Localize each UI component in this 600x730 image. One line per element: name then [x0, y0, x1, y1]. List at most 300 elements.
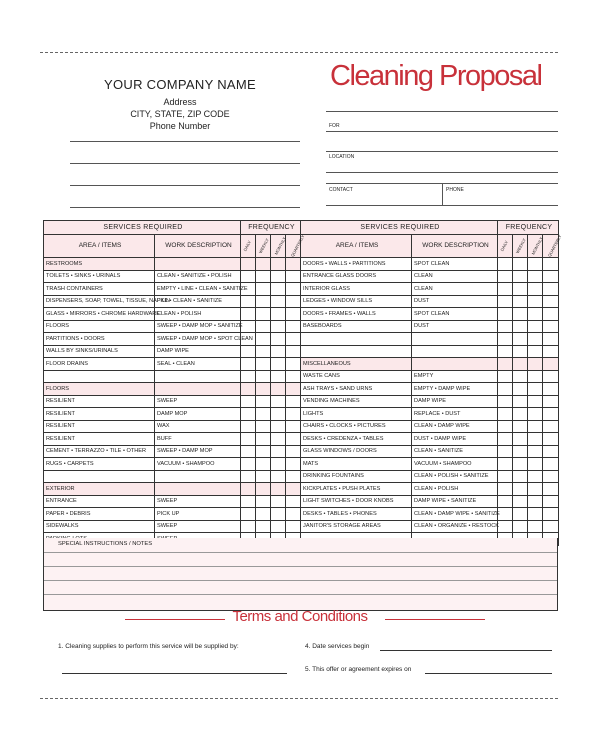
frequency-checkbox[interactable]	[256, 358, 271, 371]
frequency-checkbox[interactable]	[513, 270, 528, 283]
frequency-checkbox[interactable]	[256, 283, 271, 296]
area-cell: RESILIENT	[44, 420, 155, 433]
work-cell: BUFF	[155, 433, 241, 446]
frequency-checkbox[interactable]	[498, 345, 513, 358]
frequency-checkbox[interactable]	[256, 320, 271, 333]
frequency-checkbox[interactable]	[286, 470, 301, 483]
work-cell: DAMP WIPE • SANITIZE	[412, 495, 498, 508]
work-cell	[155, 470, 241, 483]
frequency-checkbox[interactable]	[543, 408, 559, 421]
for-line-2[interactable]	[326, 131, 558, 152]
area-cell: DESKS • TABLES • PHONES	[301, 508, 412, 521]
frequency-checkbox[interactable]	[271, 320, 286, 333]
freq-weekly-header: WEEKLY	[513, 235, 528, 258]
notes-line	[44, 552, 557, 553]
table-row	[44, 383, 559, 396]
frequency-checkbox[interactable]	[543, 358, 559, 371]
area-cell	[301, 345, 412, 358]
frequency-checkbox[interactable]	[498, 520, 513, 533]
work-cell: FILL • CLEAN • SANITIZE	[155, 295, 241, 308]
freq-quarterly-header: QUARTERLY	[543, 235, 559, 258]
frequency-checkbox[interactable]	[256, 308, 271, 321]
table-row	[44, 470, 559, 483]
frequency-checkbox[interactable]	[286, 308, 301, 321]
frequency-checkbox[interactable]	[256, 458, 271, 471]
frequency-checkbox[interactable]	[528, 420, 543, 433]
table-row	[44, 433, 559, 446]
frequency-checkbox[interactable]	[286, 258, 301, 271]
frequency-checkbox[interactable]	[513, 483, 528, 496]
frequency-checkbox[interactable]	[513, 458, 528, 471]
area-cell: KICKPLATES • PUSH PLATES	[301, 483, 412, 496]
freq-daily-header: DAILY	[498, 235, 513, 258]
frequency-checkbox[interactable]	[528, 520, 543, 533]
frequency-checkbox[interactable]	[286, 333, 301, 346]
area-cell: DESKS • CREDENZA • TABLES	[301, 433, 412, 446]
frequency-checkbox[interactable]	[286, 320, 301, 333]
frequency-checkbox[interactable]	[543, 295, 559, 308]
condition-5-line[interactable]	[425, 673, 552, 674]
frequency-checkbox[interactable]	[271, 345, 286, 358]
frequency-checkbox[interactable]	[498, 283, 513, 296]
frequency-checkbox[interactable]	[498, 470, 513, 483]
frequency-checkbox[interactable]	[513, 508, 528, 521]
work-cell: WAX	[155, 420, 241, 433]
frequency-checkbox[interactable]	[286, 445, 301, 458]
frequency-checkbox[interactable]	[498, 458, 513, 471]
frequency-checkbox[interactable]	[498, 320, 513, 333]
work-cell: CLEAN • ORGANIZE • RESTOCK	[412, 520, 498, 533]
frequency-checkbox[interactable]	[543, 495, 559, 508]
table-row	[44, 483, 559, 496]
frequency-checkbox[interactable]	[286, 370, 301, 383]
frequency-checkbox[interactable]	[498, 333, 513, 346]
contact-row	[326, 183, 558, 206]
frequency-checkbox[interactable]	[528, 408, 543, 421]
frequency-checkbox[interactable]	[256, 408, 271, 421]
frequency-checkbox[interactable]	[271, 483, 286, 496]
frequency-checkbox[interactable]	[513, 470, 528, 483]
frequency-checkbox[interactable]	[543, 333, 559, 346]
work-cell: CLEAN • DAMP WIPE	[412, 420, 498, 433]
company-city: CITY, STATE, ZIP CODE	[130, 109, 230, 119]
frequency-checkbox[interactable]	[498, 408, 513, 421]
work-cell	[412, 358, 498, 371]
work-cell: VACUUM • SHAMPOO	[155, 458, 241, 471]
frequency-checkbox[interactable]	[498, 358, 513, 371]
frequency-checkbox[interactable]	[286, 395, 301, 408]
frequency-checkbox[interactable]	[543, 308, 559, 321]
frequency-checkbox[interactable]	[241, 308, 256, 321]
frequency-checkbox[interactable]	[528, 270, 543, 283]
frequency-checkbox[interactable]	[256, 445, 271, 458]
frequency-checkbox[interactable]	[543, 370, 559, 383]
work-cell: REPLACE • DUST	[412, 408, 498, 421]
frequency-checkbox[interactable]	[498, 258, 513, 271]
frequency-checkbox[interactable]	[286, 458, 301, 471]
work-cell: EMPTY • DAMP WIPE	[412, 383, 498, 396]
frequency-checkbox[interactable]	[528, 508, 543, 521]
frequency-checkbox[interactable]	[256, 333, 271, 346]
company-phone: Phone Number	[149, 121, 211, 131]
frequency-checkbox[interactable]	[498, 433, 513, 446]
frequency-checkbox[interactable]	[498, 308, 513, 321]
frequency-checkbox[interactable]	[271, 495, 286, 508]
frequency-checkbox[interactable]	[498, 370, 513, 383]
frequency-checkbox[interactable]	[241, 520, 256, 533]
work-cell: DUST	[412, 320, 498, 333]
frequency-checkbox[interactable]	[256, 420, 271, 433]
table-row	[44, 283, 559, 296]
frequency-checkbox[interactable]	[543, 420, 559, 433]
frequency-checkbox[interactable]	[498, 495, 513, 508]
frequency-checkbox[interactable]	[256, 433, 271, 446]
condition-5: 5. This offer or agreement expires on	[305, 666, 412, 673]
frequency-checkbox[interactable]	[528, 320, 543, 333]
location-label: LOCATION	[329, 154, 355, 160]
frequency-checkbox[interactable]	[528, 458, 543, 471]
frequency-checkbox[interactable]	[271, 283, 286, 296]
frequency-checkbox[interactable]	[286, 345, 301, 358]
table-row	[44, 408, 559, 421]
area-cell: DOORS • WALLS • PARTITIONS	[301, 258, 412, 271]
frequency-checkbox[interactable]	[241, 295, 256, 308]
frequency-header-left: FREQUENCY	[241, 221, 301, 235]
frequency-checkbox[interactable]	[241, 508, 256, 521]
frequency-checkbox[interactable]	[528, 483, 543, 496]
area-cell: RESILIENT	[44, 433, 155, 446]
notes-line	[44, 580, 557, 581]
frequency-checkbox[interactable]	[256, 395, 271, 408]
frequency-checkbox[interactable]	[286, 483, 301, 496]
frequency-checkbox[interactable]	[528, 258, 543, 271]
frequency-checkbox[interactable]	[513, 433, 528, 446]
work-cell: EMPTY	[412, 370, 498, 383]
area-cell: MATS	[301, 458, 412, 471]
frequency-checkbox[interactable]	[286, 433, 301, 446]
freq-monthly-header: MONTHLY	[528, 235, 543, 258]
frequency-checkbox[interactable]	[286, 383, 301, 396]
frequency-checkbox[interactable]	[286, 358, 301, 371]
frequency-checkbox[interactable]	[286, 495, 301, 508]
frequency-checkbox[interactable]	[256, 295, 271, 308]
frequency-checkbox[interactable]	[271, 458, 286, 471]
frequency-checkbox[interactable]	[256, 270, 271, 283]
frequency-checkbox[interactable]	[543, 395, 559, 408]
services-required-header-left: SERVICES REQUIRED	[44, 221, 241, 235]
frequency-checkbox[interactable]	[498, 270, 513, 283]
frequency-checkbox[interactable]	[286, 295, 301, 308]
work-cell: DAMP MOP	[155, 408, 241, 421]
freq-quarterly-header: QUARTERLY	[286, 235, 301, 258]
frequency-checkbox[interactable]	[498, 395, 513, 408]
frequency-checkbox[interactable]	[543, 458, 559, 471]
frequency-checkbox[interactable]	[498, 445, 513, 458]
area-cell: BASEBOARDS	[301, 320, 412, 333]
work-cell: CLEAN • POLISH	[412, 483, 498, 496]
frequency-checkbox[interactable]	[286, 408, 301, 421]
frequency-checkbox[interactable]	[528, 295, 543, 308]
work-cell: SEAL • CLEAN	[155, 358, 241, 371]
work-cell: CLEAN	[412, 283, 498, 296]
terms-rule-right	[385, 619, 485, 620]
work-cell	[412, 345, 498, 358]
area-cell: DISPENSERS, SOAP, TOWEL, TISSUE, NAPKIN	[44, 295, 155, 308]
table-row	[44, 295, 559, 308]
frequency-checkbox[interactable]	[528, 358, 543, 371]
frequency-checkbox[interactable]	[241, 420, 256, 433]
frequency-checkbox[interactable]	[528, 383, 543, 396]
frequency-checkbox[interactable]	[498, 483, 513, 496]
for-field[interactable]	[326, 111, 558, 132]
frequency-checkbox[interactable]	[286, 270, 301, 283]
work-cell	[155, 383, 241, 396]
table-row	[44, 395, 559, 408]
area-cell: TRASH CONTAINERS	[44, 283, 155, 296]
frequency-checkbox[interactable]	[241, 458, 256, 471]
phone-label: PHONE	[446, 187, 464, 193]
frequency-checkbox[interactable]	[241, 483, 256, 496]
area-cell: FLOOR DRAINS	[44, 358, 155, 371]
location-field[interactable]	[326, 152, 558, 173]
frequency-checkbox[interactable]	[286, 508, 301, 521]
area-cell: MISCELLANEOUS	[301, 358, 412, 371]
work-cell: DAMP WIPE	[155, 345, 241, 358]
frequency-checkbox[interactable]	[271, 383, 286, 396]
frequency-checkbox[interactable]	[528, 395, 543, 408]
frequency-checkbox[interactable]	[241, 383, 256, 396]
frequency-checkbox[interactable]	[241, 495, 256, 508]
frequency-checkbox[interactable]	[543, 508, 559, 521]
frequency-checkbox[interactable]	[528, 495, 543, 508]
area-cell: ENTRANCE GLASS DOORS	[301, 270, 412, 283]
blank-line	[70, 163, 300, 164]
work-cell: DUST	[412, 295, 498, 308]
frequency-checkbox[interactable]	[271, 295, 286, 308]
area-cell: PARTITIONS • DOORS	[44, 333, 155, 346]
services-table	[43, 220, 563, 546]
area-cell: GLASS WINDOWS / DOORS	[301, 445, 412, 458]
frequency-checkbox[interactable]	[513, 320, 528, 333]
blank-line	[70, 141, 300, 142]
frequency-checkbox[interactable]	[271, 395, 286, 408]
frequency-checkbox[interactable]	[241, 445, 256, 458]
work-cell: CLEAN • POLISH • SANITIZE	[412, 470, 498, 483]
frequency-checkbox[interactable]	[271, 270, 286, 283]
table-row	[44, 308, 559, 321]
freq-monthly-header: MONTHLY	[271, 235, 286, 258]
frequency-checkbox[interactable]	[528, 308, 543, 321]
frequency-checkbox[interactable]	[528, 470, 543, 483]
table-row	[44, 258, 559, 271]
area-cell	[44, 370, 155, 383]
frequency-checkbox[interactable]	[543, 320, 559, 333]
frequency-checkbox[interactable]	[528, 333, 543, 346]
table-row	[44, 333, 559, 346]
frequency-checkbox[interactable]	[543, 345, 559, 358]
frequency-checkbox[interactable]	[513, 370, 528, 383]
frequency-checkbox[interactable]	[256, 370, 271, 383]
frequency-checkbox[interactable]	[241, 270, 256, 283]
area-cell: DRINKING FOUNTAINS	[301, 470, 412, 483]
frequency-checkbox[interactable]	[271, 420, 286, 433]
work-description-header: WORK DESCRIPTION	[155, 235, 241, 258]
freq-weekly-header: WEEKLY	[256, 235, 271, 258]
condition-1: 1. Cleaning supplies to perform this service will be supplied by:	[58, 643, 239, 650]
freq-daily-header: DAILY	[241, 235, 256, 258]
area-cell: INTERIOR GLASS	[301, 283, 412, 296]
frequency-checkbox[interactable]	[543, 433, 559, 446]
area-cell: SIDEWALKS	[44, 520, 155, 533]
frequency-checkbox[interactable]	[513, 295, 528, 308]
table-row	[44, 370, 559, 383]
frequency-checkbox[interactable]	[271, 308, 286, 321]
company-block	[60, 77, 300, 132]
work-cell: CLEAN • POLISH	[155, 308, 241, 321]
condition-4: 4. Date services begin	[305, 643, 370, 650]
frequency-checkbox[interactable]	[513, 258, 528, 271]
area-cell: CHAIRS • CLOCKS • PICTURES	[301, 420, 412, 433]
frequency-checkbox[interactable]	[513, 445, 528, 458]
frequency-checkbox[interactable]	[528, 345, 543, 358]
frequency-checkbox[interactable]	[498, 420, 513, 433]
frequency-checkbox[interactable]	[256, 508, 271, 521]
frequency-checkbox[interactable]	[271, 333, 286, 346]
terms-title: Terms and Conditions	[232, 608, 368, 625]
frequency-checkbox[interactable]	[543, 383, 559, 396]
frequency-checkbox[interactable]	[256, 483, 271, 496]
frequency-checkbox[interactable]	[513, 520, 528, 533]
frequency-checkbox[interactable]	[543, 483, 559, 496]
frequency-checkbox[interactable]	[271, 358, 286, 371]
area-cell: RESILIENT	[44, 408, 155, 421]
frequency-checkbox[interactable]	[513, 345, 528, 358]
top-dashed-line	[40, 52, 558, 53]
frequency-checkbox[interactable]	[528, 433, 543, 446]
work-cell: SWEEP • DAMP MOP	[155, 445, 241, 458]
condition-1-line[interactable]	[62, 673, 287, 674]
frequency-checkbox[interactable]	[271, 445, 286, 458]
frequency-checkbox[interactable]	[513, 408, 528, 421]
frequency-checkbox[interactable]	[256, 520, 271, 533]
frequency-checkbox[interactable]	[271, 470, 286, 483]
for-label: FOR	[329, 123, 340, 129]
area-cell: LIGHTS	[301, 408, 412, 421]
frequency-checkbox[interactable]	[241, 370, 256, 383]
frequency-checkbox[interactable]	[513, 283, 528, 296]
bottom-dashed-line	[40, 698, 558, 699]
frequency-checkbox[interactable]	[271, 508, 286, 521]
frequency-checkbox[interactable]	[528, 370, 543, 383]
blank-line	[70, 207, 300, 208]
frequency-checkbox[interactable]	[513, 358, 528, 371]
blank-line	[70, 185, 300, 186]
frequency-checkbox[interactable]	[498, 383, 513, 396]
frequency-checkbox[interactable]	[513, 308, 528, 321]
work-cell: CLEAN • SANITIZE • POLISH	[155, 270, 241, 283]
frequency-checkbox[interactable]	[513, 495, 528, 508]
frequency-checkbox[interactable]	[286, 283, 301, 296]
area-cell: FLOORS	[44, 320, 155, 333]
frequency-checkbox[interactable]	[513, 395, 528, 408]
notes-line	[44, 566, 557, 567]
frequency-checkbox[interactable]	[256, 258, 271, 271]
table-row	[44, 508, 559, 521]
frequency-checkbox[interactable]	[543, 445, 559, 458]
table-row	[44, 320, 559, 333]
table-row	[44, 345, 559, 358]
work-cell: SWEEP	[155, 395, 241, 408]
frequency-checkbox[interactable]	[286, 520, 301, 533]
frequency-checkbox[interactable]	[256, 383, 271, 396]
frequency-checkbox[interactable]	[513, 333, 528, 346]
frequency-checkbox[interactable]	[256, 495, 271, 508]
frequency-checkbox[interactable]	[241, 470, 256, 483]
work-cell	[155, 370, 241, 383]
frequency-checkbox[interactable]	[271, 408, 286, 421]
frequency-checkbox[interactable]	[271, 370, 286, 383]
work-cell: PICK UP	[155, 508, 241, 521]
frequency-checkbox[interactable]	[543, 270, 559, 283]
frequency-checkbox[interactable]	[543, 258, 559, 271]
frequency-checkbox[interactable]	[543, 283, 559, 296]
contact-label: CONTACT	[329, 187, 353, 193]
area-cell	[44, 470, 155, 483]
frequency-checkbox[interactable]	[256, 470, 271, 483]
work-cell: CLEAN • SANITIZE	[412, 445, 498, 458]
frequency-checkbox[interactable]	[241, 408, 256, 421]
special-instructions-label: SPECIAL INSTRUCTIONS / NOTES	[58, 541, 153, 547]
frequency-checkbox[interactable]	[241, 433, 256, 446]
frequency-checkbox[interactable]	[513, 420, 528, 433]
area-cell: TOILETS • SINKS • URINALS	[44, 270, 155, 283]
frequency-checkbox[interactable]	[286, 420, 301, 433]
area-cell: CEMENT • TERRAZZO • TILE • OTHER	[44, 445, 155, 458]
notes-line	[44, 594, 557, 595]
company-name: YOUR COMPANY NAME	[104, 77, 256, 92]
area-cell: EXTERIOR	[44, 483, 155, 496]
frequency-checkbox[interactable]	[241, 258, 256, 271]
area-cell: ASH TRAYS • SAND URNS	[301, 383, 412, 396]
frequency-checkbox[interactable]	[543, 470, 559, 483]
work-cell: SPOT CLEAN	[412, 258, 498, 271]
condition-4-line[interactable]	[380, 650, 552, 651]
contact-divider	[442, 184, 443, 205]
frequency-checkbox[interactable]	[241, 358, 256, 371]
frequency-checkbox[interactable]	[241, 395, 256, 408]
table-row	[44, 495, 559, 508]
area-cell	[301, 333, 412, 346]
frequency-checkbox[interactable]	[513, 383, 528, 396]
work-cell	[412, 333, 498, 346]
area-cell: LIGHT SWITCHES • DOOR KNOBS	[301, 495, 412, 508]
work-cell: SPOT CLEAN	[412, 308, 498, 321]
frequency-checkbox[interactable]	[241, 345, 256, 358]
frequency-checkbox[interactable]	[271, 433, 286, 446]
work-cell: DAMP WIPE	[412, 395, 498, 408]
frequency-checkbox[interactable]	[271, 520, 286, 533]
frequency-checkbox[interactable]	[543, 520, 559, 533]
frequency-checkbox[interactable]	[498, 295, 513, 308]
work-description-header: WORK DESCRIPTION	[412, 235, 498, 258]
frequency-checkbox[interactable]	[256, 345, 271, 358]
work-cell: EMPTY • LINE • CLEAN • SANITIZE	[155, 283, 241, 296]
frequency-checkbox[interactable]	[528, 445, 543, 458]
special-instructions-box[interactable]	[43, 538, 558, 611]
frequency-checkbox[interactable]	[528, 283, 543, 296]
frequency-checkbox[interactable]	[271, 258, 286, 271]
area-cell: RESILIENT	[44, 395, 155, 408]
